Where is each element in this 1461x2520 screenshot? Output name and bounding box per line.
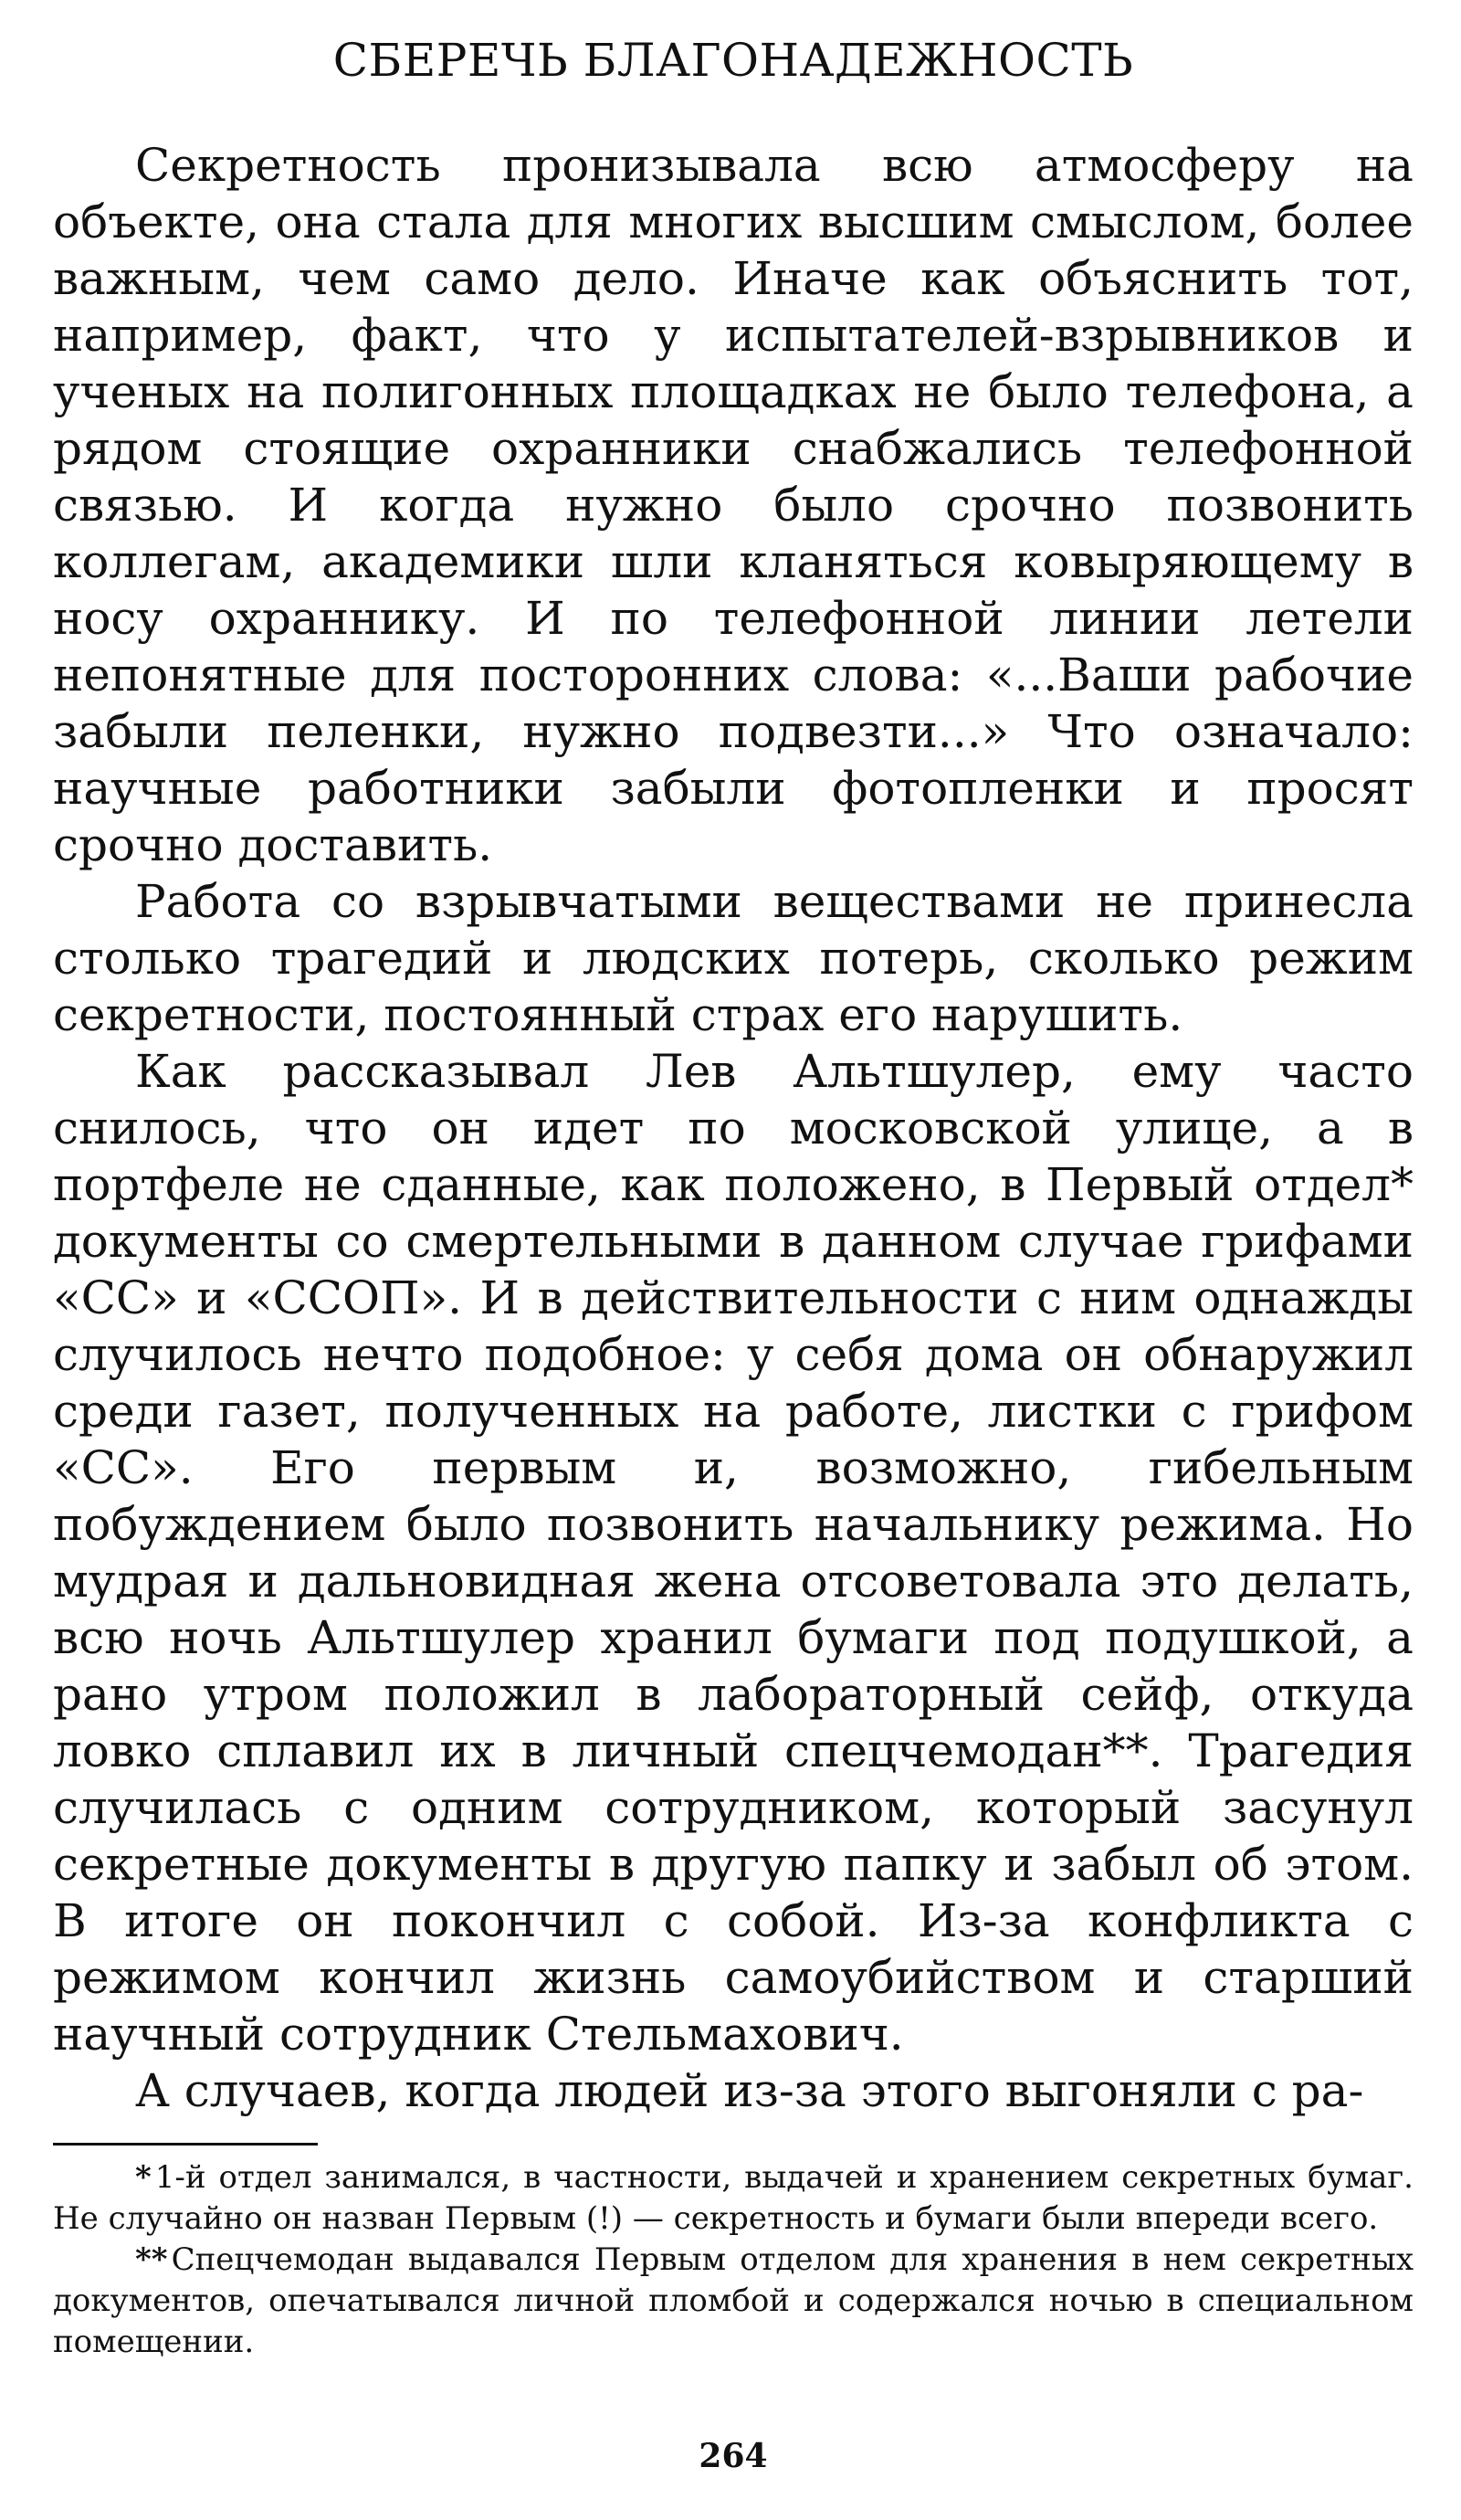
footnote-text: Спецчемодан выдавался Первым отделом для хранения в нем секретных документов, опечатывался личной пломбой и содержался ночью в специальном помещении. [53,2241,1414,2360]
paragraph: Секретность пронизывала всю атмосферу на объекте, она стала для многих высшим смыслом, более важным, чем само дело. Иначе как объяснить тот, например, факт, что у испытателей-взрывников и ученых на полигонных площадках не было телефона, а рядом стоящие охранники снабжались телефонной связью. И когда нужно было срочно позвонить коллегам, академики шли кланяться ковыряющему в носу охраннику. И по телефонной линии летели непонятные для посторонних слова: «...Ваши рабочие забыли пеленки, нужно подвезти...» Что означало: научные работники забыли фотопленки и просят срочно доставить. [53,139,1414,871]
footnote [53,2157,1414,2240]
footnote-mark: ** [135,2241,168,2278]
running-header: СБЕРЕЧЬ БЛАГОНАДЕЖНОСТЬ [332,34,1134,87]
main-text [53,137,1414,2119]
footnote [53,2240,1414,2363]
paragraph: Работа со взрывчатыми веществами не принесла столько трагедий и людских потерь, сколько режим секретности, постоянный страх его нарушить. [53,875,1414,1041]
footnote-mark: * [135,2159,152,2196]
footnote-text: 1-й отдел занимался, в частности, выдачей и хранением секретных бумаг. Не случайно он назван Первым (!) — секретность и бумаги были впереди всего. [53,2159,1414,2237]
footnotes [53,2157,1414,2363]
footnote-separator [53,2143,318,2146]
paragraph: Как рассказывал Лев Альтшулер, ему часто снилось, что он идет по московской улице, а в портфеле не сданные, как положено, в Первый отдел* документы со смертельными в данном случае грифами «СС» и «ССОП». И в действительности с ним однажды случилось нечто подобное: у себя дома он обнаружил среди газет, полученных на работе, листки с грифом «СС». Его первым и, возможно, гибельным побуждением было позвонить начальнику режима. Но мудрая и дальновидная жена отсоветовала это делать, всю ночь Альтшулер хранил бумаги под подушкой, а рано утром положил в лабораторный сейф, откуда ловко сплавил их в личный спецчемодан**. Трагедия случилась с одним сотрудником, который засунул секретные документы в другую папку и забыл об этом. В итоге он покончил с собой. Из-за конфликта с режимом кончил жизнь самоубийством и старший научный сотрудник Стельмахович. [53,1045,1414,2061]
paragraph: А случаев, когда людей из-за этого выгоняли с ра- [135,2064,1364,2117]
page-number: 264 [699,2437,768,2475]
book-page [53,0,1414,2520]
